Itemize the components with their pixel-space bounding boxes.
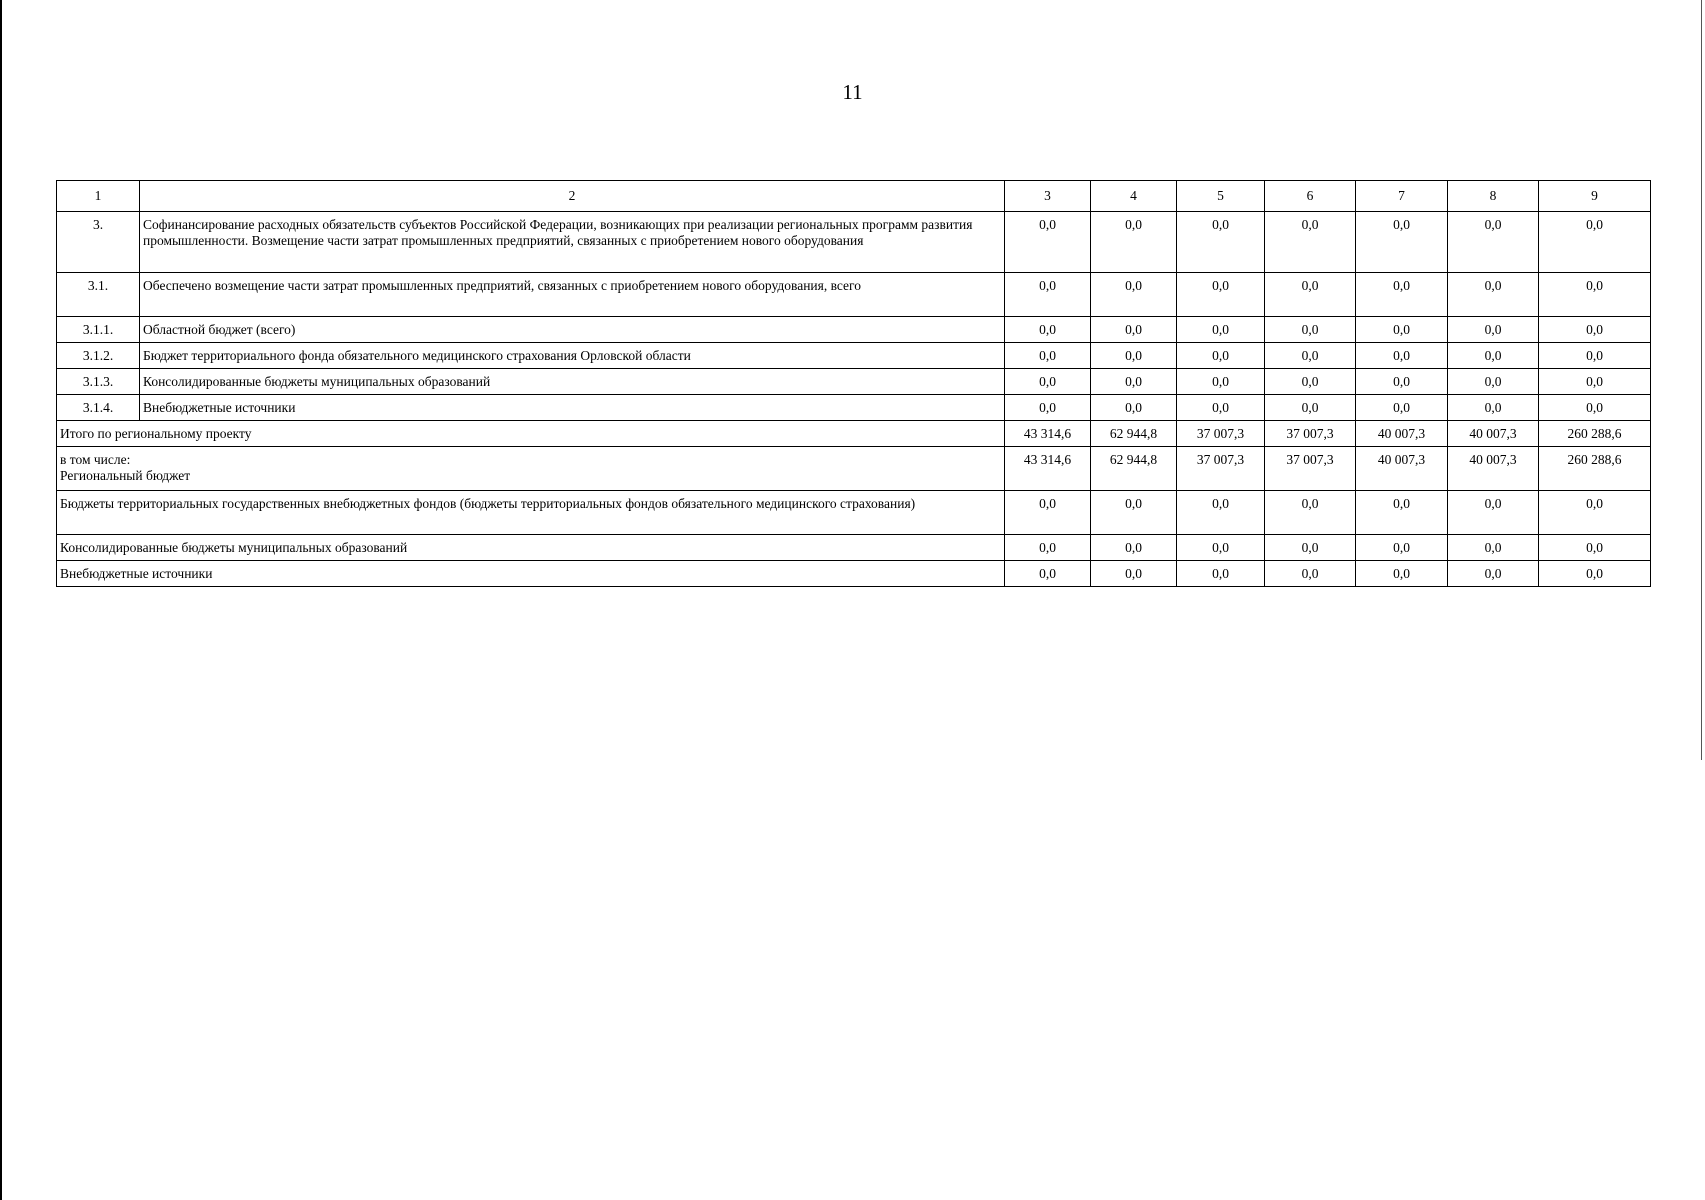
value-cell: 0,0 [1091, 561, 1177, 587]
header-cell-4: 4 [1091, 181, 1177, 212]
row-name: Консолидированные бюджеты муниципальных образований [140, 369, 1005, 395]
value-cell: 0,0 [1005, 369, 1091, 395]
header-cell-5: 5 [1177, 181, 1265, 212]
value-cell: 40 007,3 [1448, 421, 1539, 447]
value-cell: 0,0 [1539, 343, 1651, 369]
value-cell: 37 007,3 [1265, 447, 1356, 491]
value-cell: 0,0 [1265, 561, 1356, 587]
value-cell: 0,0 [1448, 491, 1539, 535]
row-code: 3.1.3. [57, 369, 140, 395]
value-cell: 0,0 [1005, 343, 1091, 369]
value-cell: 40 007,3 [1356, 447, 1448, 491]
value-cell: 0,0 [1091, 343, 1177, 369]
value-cell: 0,0 [1005, 273, 1091, 317]
value-cell: 0,0 [1005, 561, 1091, 587]
value-cell: 260 288,6 [1539, 447, 1651, 491]
value-cell: 40 007,3 [1356, 421, 1448, 447]
value-cell: 0,0 [1265, 317, 1356, 343]
row-name: Областной бюджет (всего) [140, 317, 1005, 343]
value-cell: 260 288,6 [1539, 421, 1651, 447]
page-number: 11 [842, 80, 863, 104]
table-header-row [57, 181, 1651, 212]
value-cell: 0,0 [1539, 491, 1651, 535]
page-right-border [1701, 0, 1702, 760]
value-cell: 0,0 [1539, 535, 1651, 561]
value-cell: 0,0 [1177, 343, 1265, 369]
summary-label: Консолидированные бюджеты муниципальных образований [57, 535, 1005, 561]
table-row [57, 273, 1651, 317]
summary-row-extrabudgetary [57, 561, 1651, 587]
row-code: 3.1.4. [57, 395, 140, 421]
header-cell-7: 7 [1356, 181, 1448, 212]
value-cell: 0,0 [1265, 369, 1356, 395]
header-cell-9: 9 [1539, 181, 1651, 212]
value-cell: 0,0 [1356, 535, 1448, 561]
header-cell-6: 6 [1265, 181, 1356, 212]
value-cell: 0,0 [1005, 535, 1091, 561]
table-row [57, 212, 1651, 273]
table-row [57, 343, 1651, 369]
summary-label: Бюджеты территориальных государственных внебюджетных фондов (бюджеты территориальных фондов обязательного медицинского страхования) [57, 491, 1005, 535]
table-row [57, 317, 1651, 343]
value-cell: 0,0 [1448, 273, 1539, 317]
value-cell: 0,0 [1265, 273, 1356, 317]
page-left-border [0, 0, 2, 1200]
value-cell: 0,0 [1356, 273, 1448, 317]
summary-row-municipal [57, 535, 1651, 561]
value-cell: 0,0 [1177, 491, 1265, 535]
value-cell: 37 007,3 [1265, 421, 1356, 447]
value-cell: 0,0 [1539, 395, 1651, 421]
value-cell: 0,0 [1177, 273, 1265, 317]
row-code: 3.1. [57, 273, 140, 317]
value-cell: 0,0 [1177, 317, 1265, 343]
value-cell: 0,0 [1448, 561, 1539, 587]
value-cell: 0,0 [1177, 395, 1265, 421]
value-cell: 0,0 [1539, 317, 1651, 343]
value-cell: 0,0 [1177, 212, 1265, 273]
value-cell: 0,0 [1177, 561, 1265, 587]
value-cell: 0,0 [1091, 212, 1177, 273]
value-cell: 0,0 [1091, 535, 1177, 561]
value-cell: 0,0 [1356, 369, 1448, 395]
header-cell-2: 2 [140, 181, 1005, 212]
value-cell: 0,0 [1448, 369, 1539, 395]
row-name: Бюджет территориального фонда обязательного медицинского страхования Орловской области [140, 343, 1005, 369]
value-cell: 0,0 [1356, 343, 1448, 369]
value-cell: 0,0 [1177, 369, 1265, 395]
row-name: Внебюджетные источники [140, 395, 1005, 421]
table-row [57, 369, 1651, 395]
summary-label: Итого по региональному проекту [57, 421, 1005, 447]
value-cell: 0,0 [1265, 395, 1356, 421]
value-cell: 37 007,3 [1177, 447, 1265, 491]
value-cell: 0,0 [1448, 317, 1539, 343]
summary-label: Внебюджетные источники [57, 561, 1005, 587]
row-code: 3.1.1. [57, 317, 140, 343]
value-cell: 0,0 [1005, 395, 1091, 421]
value-cell: 0,0 [1091, 317, 1177, 343]
value-cell: 0,0 [1448, 343, 1539, 369]
value-cell: 0,0 [1356, 561, 1448, 587]
value-cell: 0,0 [1005, 212, 1091, 273]
value-cell: 0,0 [1539, 369, 1651, 395]
value-cell: 0,0 [1448, 395, 1539, 421]
value-cell: 0,0 [1265, 212, 1356, 273]
row-code: 3.1.2. [57, 343, 140, 369]
value-cell: 0,0 [1356, 395, 1448, 421]
value-cell: 40 007,3 [1448, 447, 1539, 491]
financing-table [56, 180, 1651, 587]
value-cell: 0,0 [1539, 273, 1651, 317]
row-code: 3. [57, 212, 140, 273]
row-name: Софинансирование расходных обязательств субъектов Российской Федерации, возникающих при реализации региональных программ развития промышленности. Возмещение части затрат промышленных предприятий, связанных с приобретением нового оборудования [140, 212, 1005, 273]
summary-label [57, 447, 1005, 491]
value-cell: 0,0 [1177, 535, 1265, 561]
value-cell: 0,0 [1091, 491, 1177, 535]
value-cell: 0,0 [1356, 317, 1448, 343]
value-cell: 0,0 [1539, 212, 1651, 273]
value-cell: 0,0 [1448, 212, 1539, 273]
value-cell: 0,0 [1539, 561, 1651, 587]
value-cell: 37 007,3 [1177, 421, 1265, 447]
value-cell: 0,0 [1356, 491, 1448, 535]
row-name: Обеспечено возмещение части затрат промышленных предприятий, связанных с приобретением нового оборудования, всего [140, 273, 1005, 317]
summary-label-line: в том числе: [60, 452, 131, 467]
value-cell: 0,0 [1265, 491, 1356, 535]
header-cell-8: 8 [1448, 181, 1539, 212]
header-cell-3: 3 [1005, 181, 1091, 212]
header-cell-1: 1 [57, 181, 140, 212]
value-cell: 0,0 [1091, 395, 1177, 421]
summary-row-total [57, 421, 1651, 447]
value-cell: 0,0 [1091, 273, 1177, 317]
summary-label-line: Региональный бюджет [60, 468, 191, 483]
value-cell: 43 314,6 [1005, 447, 1091, 491]
value-cell: 0,0 [1091, 369, 1177, 395]
value-cell: 43 314,6 [1005, 421, 1091, 447]
value-cell: 62 944,8 [1091, 447, 1177, 491]
table-row [57, 395, 1651, 421]
summary-row-funds [57, 491, 1651, 535]
value-cell: 0,0 [1356, 212, 1448, 273]
value-cell: 0,0 [1005, 491, 1091, 535]
value-cell: 0,0 [1005, 317, 1091, 343]
value-cell: 0,0 [1265, 535, 1356, 561]
value-cell: 0,0 [1448, 535, 1539, 561]
value-cell: 62 944,8 [1091, 421, 1177, 447]
summary-row-regional [57, 447, 1651, 491]
value-cell: 0,0 [1265, 343, 1356, 369]
